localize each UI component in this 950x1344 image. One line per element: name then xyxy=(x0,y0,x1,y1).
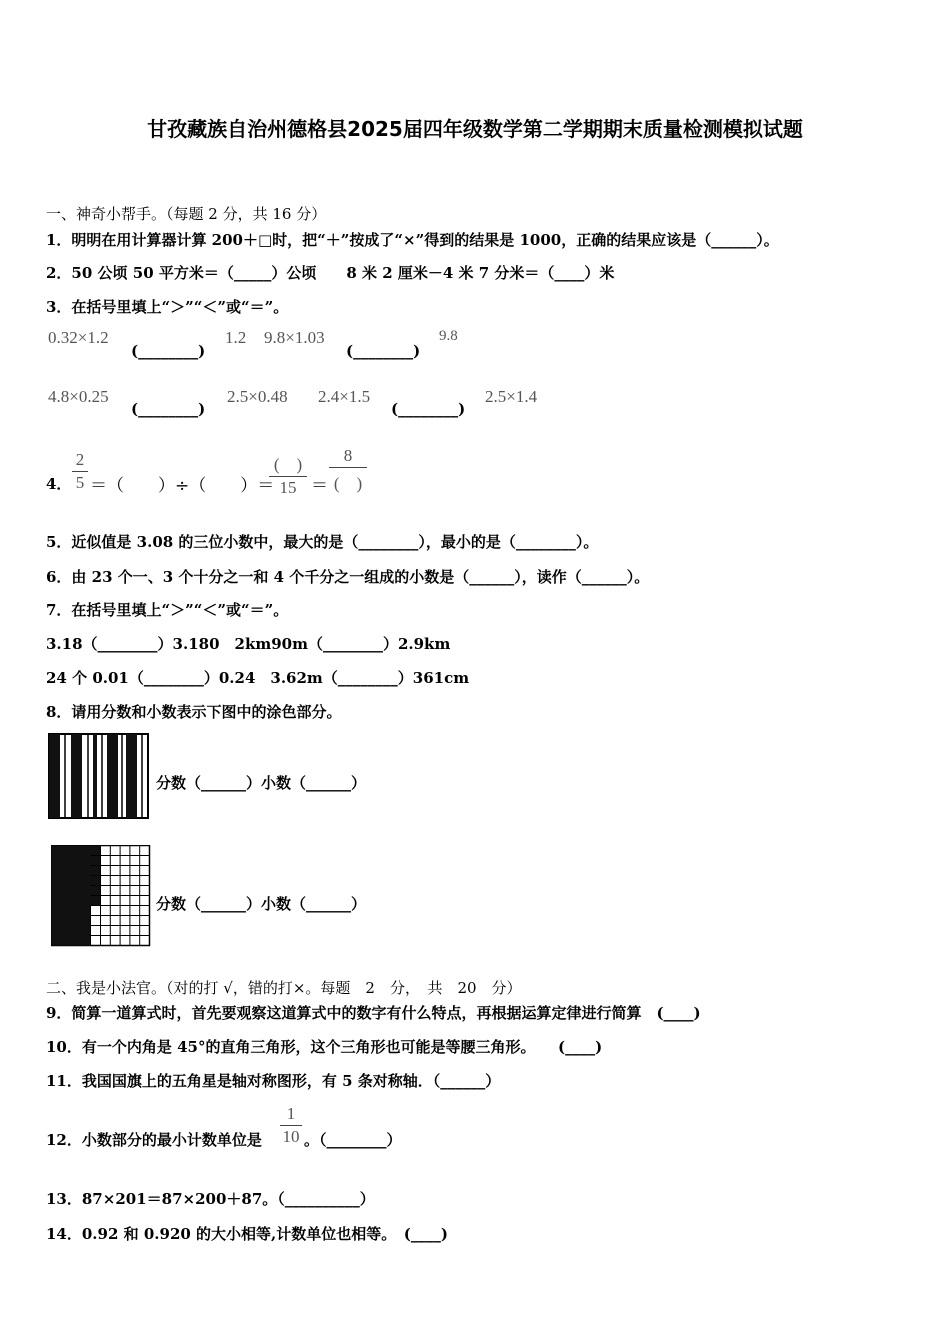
question-9: 9．简算一道算式时，首先要观察这道算式中的数字有什么特点，再根据运算定律进行简算 (____) xyxy=(46,1004,701,1022)
q12-fraction xyxy=(280,1104,302,1147)
q3-a-blank[interactable]: (________) xyxy=(131,342,206,360)
q4-f1-numerator: 2 xyxy=(75,450,85,469)
q3-d-right: 2.5×1.4 xyxy=(485,387,538,406)
question-10: 10．有一个内角是 45°的直角三角形，这个三角形也可能是等腰三角形。 (____) xyxy=(46,1038,603,1056)
q4-label: 4． xyxy=(46,475,72,493)
section2-header: 二、我是小法官。（对的打 √，错的打×。每题 2 分， 共 20 分） xyxy=(46,979,522,997)
question-1: 1．明明在用计算器计算 200＋□时，把“＋”按成了“×”得到的结果是 1000，正确的结果应该是（______）。 xyxy=(46,231,779,249)
q4-f3-denominator: ( ) xyxy=(333,474,363,493)
page-title: 甘孜藏族自治州德格县2025届四年级数学第二学期期末质量检测模拟试题 xyxy=(147,117,803,141)
question-12-prefix: 12．小数部分的最小计数单位是 xyxy=(46,1131,262,1149)
q3-a-left: 0.32×1.2 xyxy=(48,328,109,347)
question-13: 13．87×201＝87×200＋87。（__________） xyxy=(46,1190,375,1208)
q3-d-blank[interactable]: (________) xyxy=(391,400,466,418)
q3-d-left: 2.4×1.5 xyxy=(318,387,371,406)
question-11: 11．我国国旗上的五角星是轴对称图形，有 5 条对称轴．（______） xyxy=(46,1072,501,1090)
question-8: 8．请用分数和小数表示下图中的涂色部分。 xyxy=(46,703,342,721)
q3-a-right: 1.2 xyxy=(225,328,247,347)
question-3: 3．在括号里填上“＞”“＜”或“＝”。 xyxy=(46,298,289,316)
q4-f2-denominator: 15 xyxy=(279,478,297,497)
q4-fraction-2 xyxy=(269,450,307,498)
q8-grid-figure xyxy=(51,845,151,947)
q4-fraction-3 xyxy=(329,446,367,494)
q4-f3-numerator: 8 xyxy=(343,446,353,465)
q3-c-left: 4.8×0.25 xyxy=(48,387,109,406)
question-12-suffix: 。（________） xyxy=(304,1131,402,1149)
q3-b-blank[interactable]: (________) xyxy=(346,342,421,360)
q4-f1-denominator: 5 xyxy=(75,473,85,492)
question-7-line-1: 3.18（________）3.180 2km90m（________）2.9km xyxy=(46,635,451,653)
question-7-line-2: 24 个 0.01（________）0.24 3.62m（________）361cm xyxy=(46,669,470,687)
q12-denominator: 10 xyxy=(282,1127,300,1146)
q3-c-right: 2.5×0.48 xyxy=(227,387,288,406)
question-2: 2．50 公顷 50 平方米＝（_____）公顷 8 米 2 厘米－4 米 7 分米＝（____）米 xyxy=(46,264,615,282)
q3-c-blank[interactable]: (________) xyxy=(131,400,206,418)
q8-figure-2-answer: 分数（______）小数（______） xyxy=(156,895,367,913)
q3-b-left: 9.8×1.03 xyxy=(264,328,325,347)
q4-f2-numerator: ( ) xyxy=(273,455,303,474)
question-5: 5．近似值是 3.08 的三位小数中，最大的是（________），最小的是（________）。 xyxy=(46,533,599,551)
q4-equation-1: ＝（ ）÷（ ）＝ xyxy=(90,476,275,496)
q12-numerator: 1 xyxy=(286,1104,296,1123)
section1-header: 一、神奇小帮手。（每题 2 分，共 16 分） xyxy=(46,205,327,223)
q3-b-right: 9.8 xyxy=(439,328,458,344)
q4-fraction-1 xyxy=(72,450,88,493)
question-6: 6．由 23 个一、3 个十分之一和 4 个千分之一组成的小数是（______），读作（______）。 xyxy=(46,568,650,586)
q8-striped-figure xyxy=(48,733,150,819)
q4-equation-2: ＝ xyxy=(311,476,328,496)
q8-figure-1-answer: 分数（______）小数（______） xyxy=(156,774,367,792)
question-14: 14．0.92 和 0.920 的大小相等,计数单位也相等。 (____) xyxy=(46,1225,448,1243)
question-7: 7．在括号里填上“＞”“＜”或“＝”。 xyxy=(46,601,289,619)
